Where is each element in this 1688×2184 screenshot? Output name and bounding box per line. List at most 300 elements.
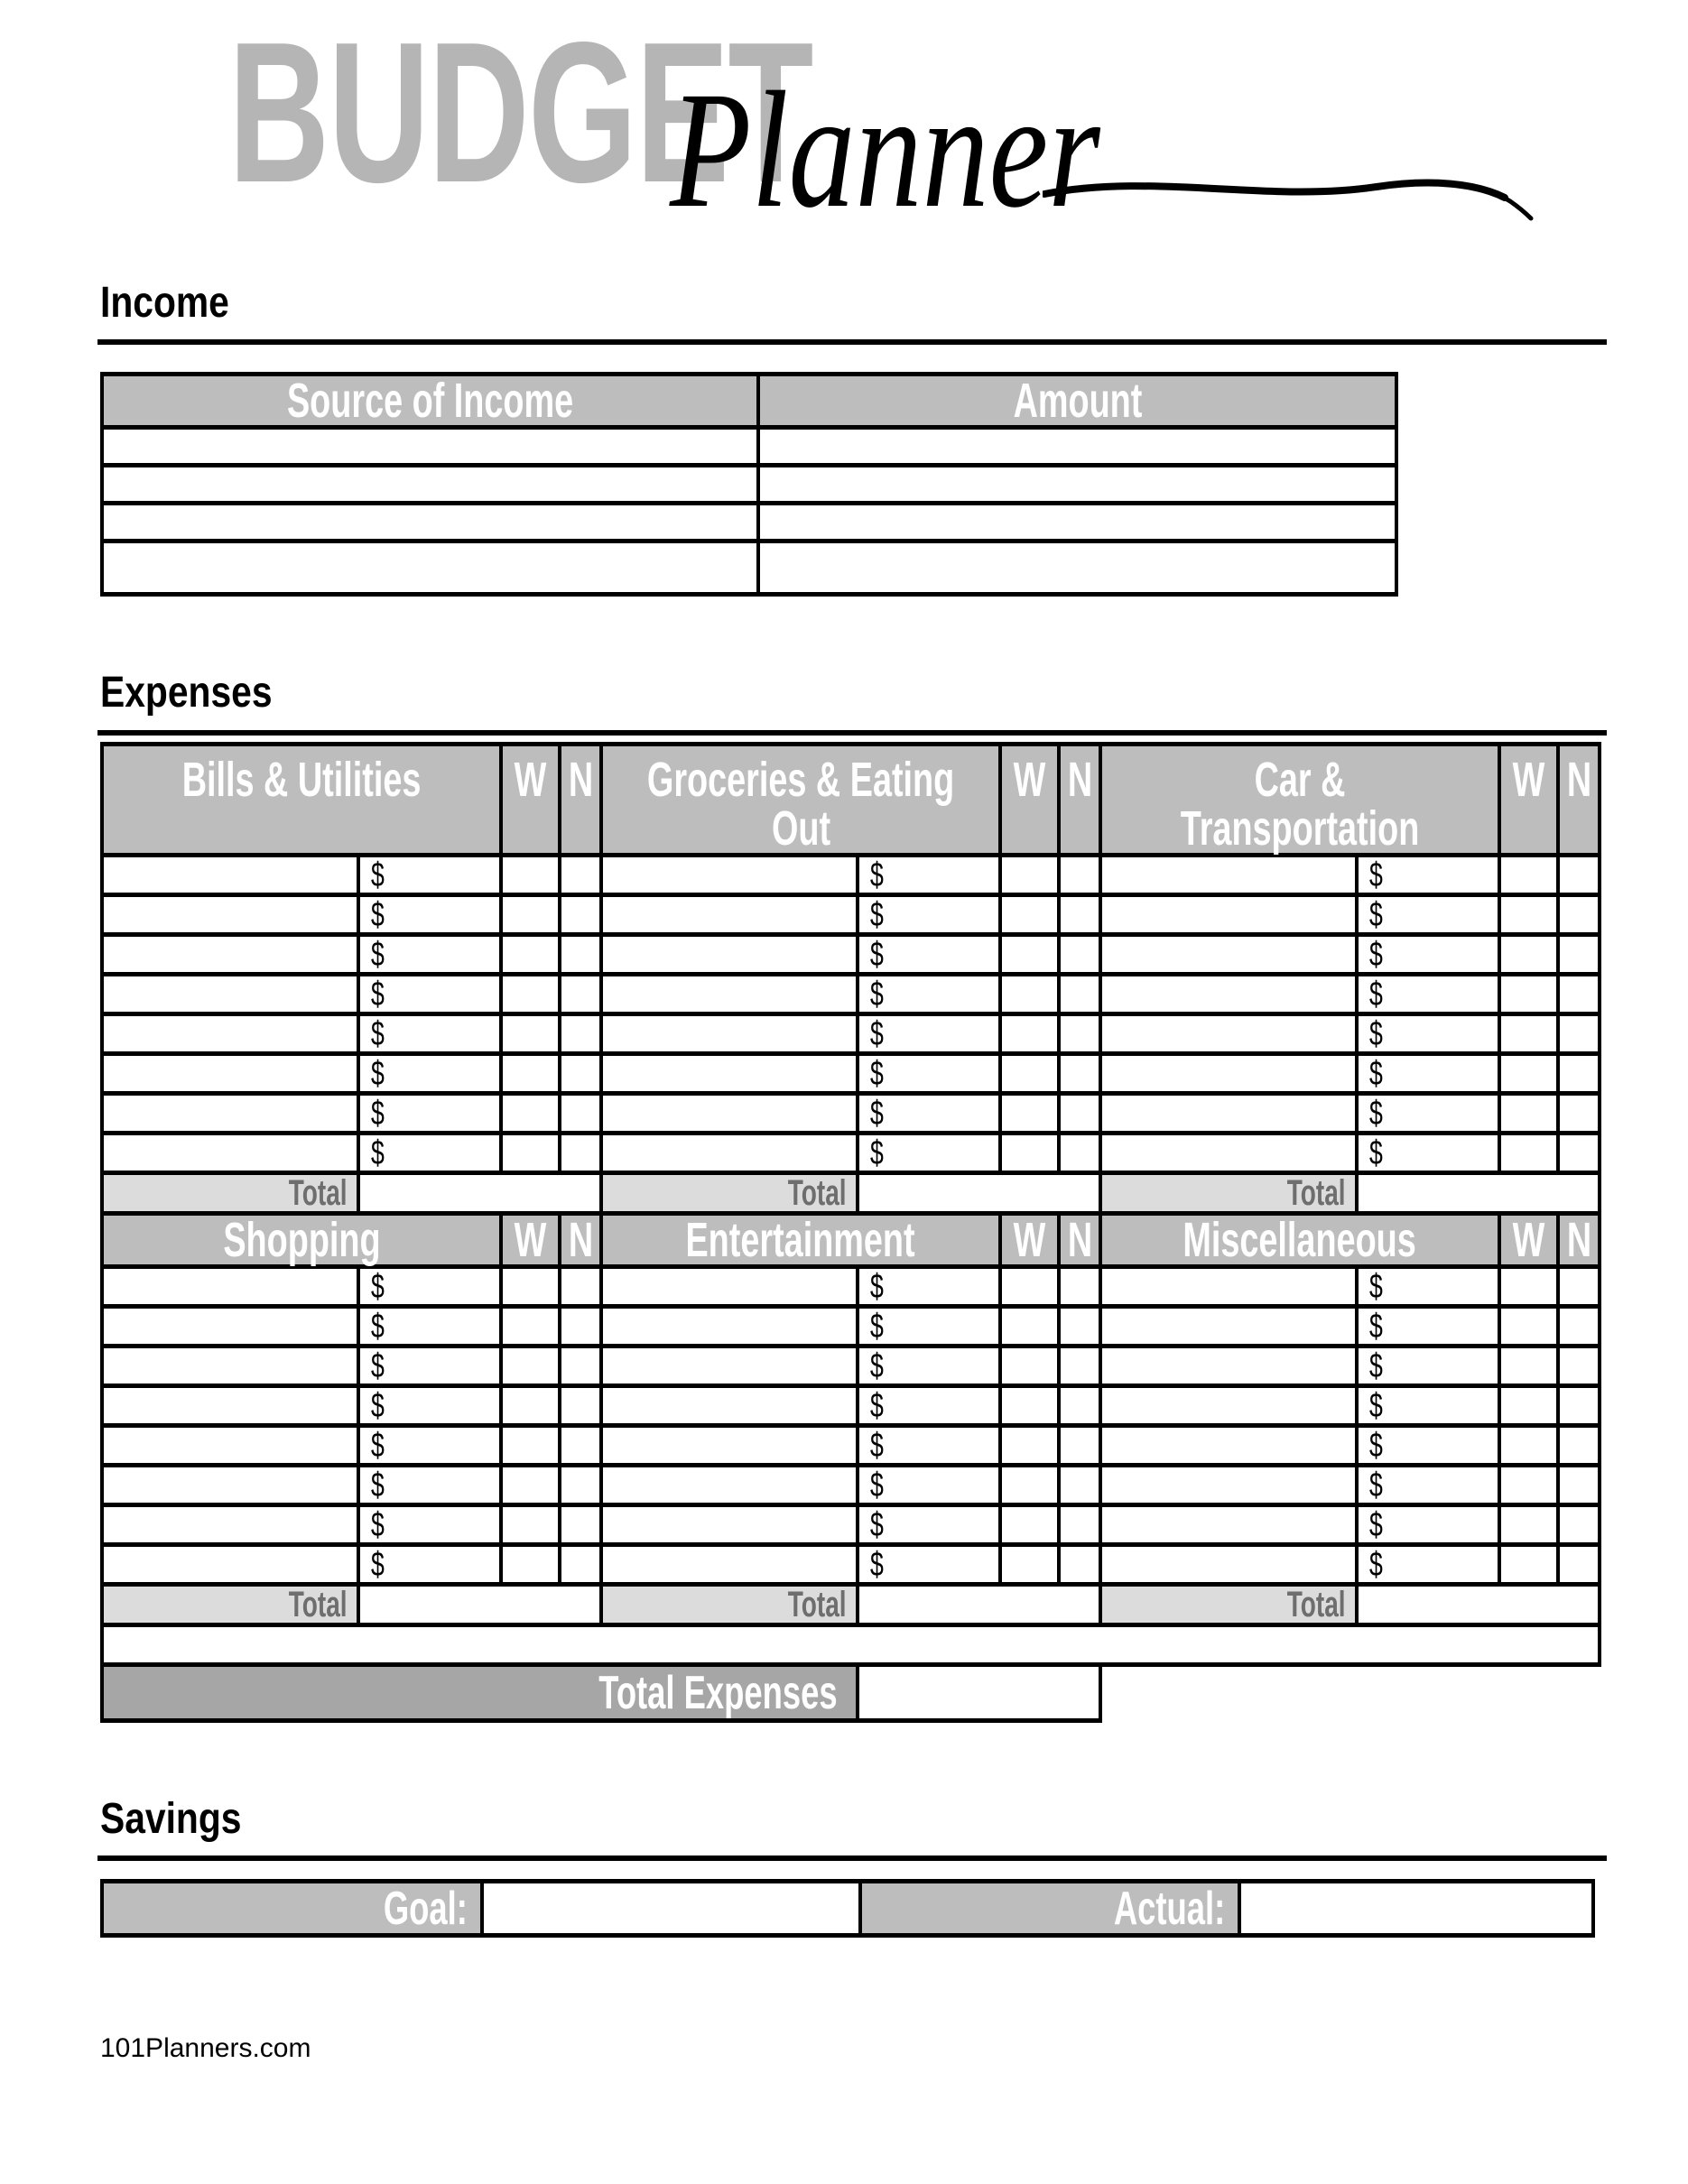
need-mark-cell — [1558, 1094, 1600, 1134]
savings-section-heading: Savings — [100, 1795, 242, 1843]
expense-row — [102, 1014, 1600, 1054]
need-mark-cell — [1059, 1134, 1100, 1173]
category-header-text: Out — [771, 801, 830, 856]
expense-amount-cell — [358, 1346, 501, 1386]
currency-symbol: $ — [1369, 1545, 1383, 1584]
currency-symbol: $ — [1369, 1426, 1383, 1465]
want-mark-cell — [1499, 1054, 1558, 1094]
currency-symbol: $ — [1369, 1134, 1383, 1172]
currency-symbol: $ — [870, 1134, 884, 1172]
currency-symbol: $ — [870, 1307, 884, 1346]
expense-name-cell — [1100, 1267, 1357, 1307]
want-mark-cell — [1000, 895, 1059, 935]
expense-name-cell — [601, 975, 858, 1014]
currency-symbol: $ — [1369, 1346, 1383, 1385]
category-header-cell — [601, 1214, 1000, 1267]
need-mark-cell — [1059, 1466, 1100, 1505]
expense-amount-cell — [858, 1094, 1000, 1134]
category-header-cell — [601, 745, 1000, 856]
expense-name-cell — [102, 1505, 358, 1545]
need-mark-cell — [560, 1545, 601, 1585]
want-mark-cell — [501, 1386, 560, 1426]
savings-divider-rule — [97, 1855, 1607, 1861]
savings-row — [102, 1882, 1593, 1936]
currency-symbol: $ — [870, 856, 884, 894]
subtotal-value-cell — [858, 1173, 1100, 1214]
expense-name-cell — [102, 1014, 358, 1054]
need-column-header: N — [1059, 745, 1100, 856]
need-mark-cell — [1059, 1267, 1100, 1307]
savings-goal-value-cell — [482, 1882, 860, 1936]
savings-table — [100, 1879, 1595, 1938]
currency-symbol: $ — [1369, 1386, 1383, 1425]
need-mark-cell — [1059, 1014, 1100, 1054]
need-mark-cell — [1059, 1307, 1100, 1346]
expense-name-cell — [102, 1054, 358, 1094]
want-mark-cell — [1499, 1267, 1558, 1307]
subtotal-value-cell — [1357, 1173, 1600, 1214]
need-mark-cell — [560, 856, 601, 895]
want-mark-cell — [1499, 975, 1558, 1014]
income-source-cell — [102, 428, 758, 466]
subtotal-label: Total — [102, 1585, 358, 1625]
expense-name-cell — [601, 1505, 858, 1545]
need-column-header: N — [1558, 1214, 1600, 1267]
expense-amount-cell — [358, 1545, 501, 1585]
category-header-text: Shopping — [222, 1213, 381, 1267]
expense-amount-cell — [858, 1545, 1000, 1585]
subtotal-label: Total — [1100, 1173, 1357, 1214]
income-section-heading: Income — [100, 279, 229, 327]
want-mark-cell — [501, 935, 560, 975]
want-mark-cell — [501, 1426, 560, 1466]
expense-subtotal-row — [102, 1585, 1600, 1625]
income-header-row — [102, 375, 1396, 428]
need-mark-cell — [1558, 895, 1600, 935]
want-mark-cell — [1000, 1545, 1059, 1585]
expense-row — [102, 1134, 1600, 1173]
expense-amount-cell — [1357, 856, 1499, 895]
expense-name-cell — [1100, 1426, 1357, 1466]
category-header-text: Groceries & Eating — [646, 753, 955, 807]
want-mark-cell — [1000, 1346, 1059, 1386]
need-mark-cell — [1558, 1307, 1600, 1346]
currency-symbol: $ — [870, 1466, 884, 1504]
expense-amount-cell — [358, 856, 501, 895]
category-header-text: Miscellaneous — [1183, 1213, 1417, 1267]
expense-amount-cell — [1357, 1014, 1499, 1054]
currency-symbol: $ — [870, 975, 884, 1013]
need-column-header: N — [560, 745, 601, 856]
subtotal-label: Total — [102, 1173, 358, 1214]
expenses-spacer-cell — [102, 1625, 1600, 1665]
want-mark-cell — [1000, 1134, 1059, 1173]
expense-amount-cell — [1357, 1267, 1499, 1307]
currency-symbol: $ — [1369, 975, 1383, 1013]
expense-name-cell — [1100, 1346, 1357, 1386]
expense-amount-cell — [1357, 1346, 1499, 1386]
expense-name-cell — [1100, 1505, 1357, 1545]
subtotal-label: Total — [601, 1173, 858, 1214]
expense-name-cell — [102, 1466, 358, 1505]
expense-amount-cell — [858, 895, 1000, 935]
want-mark-cell — [1499, 1094, 1558, 1134]
need-mark-cell — [1059, 1545, 1100, 1585]
need-mark-cell — [1558, 1014, 1600, 1054]
want-mark-cell — [501, 975, 560, 1014]
currency-symbol: $ — [870, 895, 884, 934]
expense-amount-cell — [358, 975, 501, 1014]
expense-amount-cell — [858, 1466, 1000, 1505]
expense-name-cell — [1100, 1134, 1357, 1173]
expense-row — [102, 935, 1600, 975]
need-mark-cell — [1059, 895, 1100, 935]
expense-amount-cell — [858, 856, 1000, 895]
need-mark-cell — [1558, 1545, 1600, 1585]
expense-row — [102, 1267, 1600, 1307]
expense-name-cell — [601, 1426, 858, 1466]
currency-symbol: $ — [1369, 1307, 1383, 1346]
expense-amount-cell — [858, 1134, 1000, 1173]
want-mark-cell — [1000, 1094, 1059, 1134]
expense-amount-cell — [858, 1307, 1000, 1346]
currency-symbol: $ — [371, 1386, 385, 1425]
total-expenses-row — [102, 1665, 1600, 1721]
want-column-header: W — [1499, 1214, 1558, 1267]
expense-amount-cell — [358, 935, 501, 975]
currency-symbol: $ — [371, 935, 385, 974]
want-column-header: W — [1499, 745, 1558, 856]
expense-name-cell — [601, 1386, 858, 1426]
subtotal-value-cell — [1357, 1585, 1600, 1625]
currency-symbol: $ — [371, 1014, 385, 1053]
want-column-header: W — [1000, 745, 1059, 856]
expense-row — [102, 856, 1600, 895]
want-mark-cell — [1000, 1386, 1059, 1426]
expense-row — [102, 1094, 1600, 1134]
expense-amount-cell — [858, 1267, 1000, 1307]
need-mark-cell — [560, 1505, 601, 1545]
expense-amount-cell — [358, 1307, 501, 1346]
need-mark-cell — [1059, 856, 1100, 895]
currency-symbol: $ — [371, 895, 385, 934]
need-mark-cell — [560, 1014, 601, 1054]
want-mark-cell — [1000, 1014, 1059, 1054]
currency-symbol: $ — [870, 1346, 884, 1385]
want-mark-cell — [1499, 1545, 1558, 1585]
currency-symbol: $ — [371, 1466, 385, 1504]
expense-amount-cell — [1357, 1545, 1499, 1585]
need-mark-cell — [1059, 935, 1100, 975]
currency-symbol: $ — [870, 1426, 884, 1465]
want-mark-cell — [501, 1014, 560, 1054]
want-mark-cell — [1499, 1426, 1558, 1466]
expense-name-cell — [102, 1386, 358, 1426]
currency-symbol: $ — [371, 1545, 385, 1584]
currency-symbol: $ — [371, 1134, 385, 1172]
income-source-header: Source of Income — [102, 375, 758, 428]
want-mark-cell — [1000, 1505, 1059, 1545]
want-column-header: W — [501, 745, 560, 856]
want-mark-cell — [501, 856, 560, 895]
expense-name-cell — [1100, 1386, 1357, 1426]
need-mark-cell — [1059, 975, 1100, 1014]
income-amount-cell — [758, 504, 1396, 541]
expense-name-cell — [102, 1134, 358, 1173]
category-header-text: Transportation — [1180, 801, 1420, 856]
income-source-cell — [102, 504, 758, 541]
expense-amount-cell — [1357, 1466, 1499, 1505]
need-mark-cell — [1558, 1466, 1600, 1505]
need-column-header: N — [1059, 1214, 1100, 1267]
expense-row — [102, 1386, 1600, 1426]
currency-symbol: $ — [1369, 1054, 1383, 1093]
currency-symbol: $ — [1369, 1267, 1383, 1306]
currency-symbol: $ — [870, 1545, 884, 1584]
income-table — [100, 372, 1398, 597]
need-mark-cell — [1059, 1094, 1100, 1134]
expense-name-cell — [102, 895, 358, 935]
need-mark-cell — [1558, 1134, 1600, 1173]
expense-amount-cell — [858, 1426, 1000, 1466]
expense-amount-cell — [358, 1094, 501, 1134]
expense-name-cell — [601, 935, 858, 975]
want-mark-cell — [501, 1307, 560, 1346]
want-mark-cell — [1499, 1014, 1558, 1054]
expense-amount-cell — [1357, 1134, 1499, 1173]
currency-symbol: $ — [371, 1307, 385, 1346]
expense-name-cell — [1100, 895, 1357, 935]
need-mark-cell — [1059, 1426, 1100, 1466]
currency-symbol: $ — [371, 1267, 385, 1306]
want-mark-cell — [1000, 1267, 1059, 1307]
expense-name-cell — [601, 1307, 858, 1346]
currency-symbol: $ — [1369, 1466, 1383, 1504]
expense-amount-cell — [858, 975, 1000, 1014]
want-column-header: W — [1000, 1214, 1059, 1267]
expense-name-cell — [102, 1346, 358, 1386]
expenses-section-heading: Expenses — [100, 669, 273, 717]
want-mark-cell — [1499, 1307, 1558, 1346]
want-mark-cell — [1499, 856, 1558, 895]
need-mark-cell — [1059, 1346, 1100, 1386]
expense-name-cell — [1100, 1307, 1357, 1346]
total-expenses-filler — [1100, 1665, 1600, 1721]
expense-name-cell — [102, 1545, 358, 1585]
savings-goal-label: Goal: — [102, 1882, 482, 1936]
expense-row — [102, 1346, 1600, 1386]
expense-name-cell — [601, 895, 858, 935]
expense-name-cell — [102, 1307, 358, 1346]
currency-symbol: $ — [1369, 1094, 1383, 1133]
expense-amount-cell — [358, 1505, 501, 1545]
currency-symbol: $ — [371, 1054, 385, 1093]
category-header-text: Bills & Utilities — [181, 753, 422, 807]
category-header-text: Entertainment — [685, 1213, 916, 1267]
need-mark-cell — [560, 1134, 601, 1173]
income-row — [102, 428, 1396, 466]
currency-symbol: $ — [1369, 935, 1383, 974]
need-mark-cell — [1558, 935, 1600, 975]
expense-amount-cell — [1357, 1094, 1499, 1134]
total-expenses-value-cell — [858, 1665, 1100, 1721]
expense-name-cell — [102, 935, 358, 975]
need-mark-cell — [560, 895, 601, 935]
income-total-row — [102, 541, 1396, 595]
want-mark-cell — [501, 895, 560, 935]
need-mark-cell — [1558, 1426, 1600, 1466]
category-header-cell — [102, 1214, 501, 1267]
want-mark-cell — [1000, 1426, 1059, 1466]
expense-amount-cell — [858, 1505, 1000, 1545]
currency-symbol: $ — [371, 1094, 385, 1133]
total-expenses-label: Total Expenses — [102, 1665, 858, 1721]
expense-name-cell — [1100, 1545, 1357, 1585]
currency-symbol: $ — [870, 1386, 884, 1425]
expense-amount-cell — [1357, 895, 1499, 935]
expense-amount-cell — [358, 1426, 501, 1466]
want-mark-cell — [501, 1267, 560, 1307]
title-budget-text: BUDGET — [228, 1, 812, 225]
need-mark-cell — [560, 1466, 601, 1505]
expense-amount-cell — [1357, 975, 1499, 1014]
need-mark-cell — [560, 1307, 601, 1346]
want-mark-cell — [1499, 895, 1558, 935]
expense-amount-cell — [1357, 1426, 1499, 1466]
expense-name-cell — [1100, 856, 1357, 895]
expense-amount-cell — [858, 935, 1000, 975]
currency-symbol: $ — [870, 1267, 884, 1306]
expense-name-cell — [601, 1094, 858, 1134]
expense-name-cell — [1100, 1014, 1357, 1054]
expense-amount-cell — [858, 1386, 1000, 1426]
subtotal-label: Total — [601, 1585, 858, 1625]
subtotal-value-cell — [358, 1585, 601, 1625]
subtotal-value-cell — [858, 1585, 1100, 1625]
want-mark-cell — [1499, 935, 1558, 975]
want-mark-cell — [1000, 1054, 1059, 1094]
need-mark-cell — [1558, 856, 1600, 895]
income-amount-cell — [758, 428, 1396, 466]
category-header-cell — [102, 745, 501, 856]
need-mark-cell — [1558, 1267, 1600, 1307]
need-mark-cell — [560, 1094, 601, 1134]
currency-symbol: $ — [870, 1505, 884, 1544]
currency-symbol: $ — [870, 1054, 884, 1093]
expense-amount-cell — [358, 1054, 501, 1094]
income-total-value-cell — [758, 541, 1396, 595]
expense-row — [102, 1426, 1600, 1466]
need-column-header: N — [560, 1214, 601, 1267]
income-row — [102, 466, 1396, 504]
expense-name-cell — [601, 1346, 858, 1386]
expense-name-cell — [1100, 1466, 1357, 1505]
expense-amount-cell — [858, 1346, 1000, 1386]
title-planner-word — [670, 58, 1208, 243]
want-mark-cell — [501, 1466, 560, 1505]
expense-row — [102, 1505, 1600, 1545]
expense-name-cell — [102, 1267, 358, 1307]
expense-name-cell — [601, 1054, 858, 1094]
need-mark-cell — [1558, 1346, 1600, 1386]
expenses-spacer-row — [102, 1625, 1600, 1665]
want-mark-cell — [1000, 856, 1059, 895]
category-header-cell — [1100, 1214, 1499, 1267]
want-mark-cell — [1499, 1346, 1558, 1386]
expense-amount-cell — [858, 1054, 1000, 1094]
expense-row — [102, 1545, 1600, 1585]
expense-row — [102, 1307, 1600, 1346]
category-header-text: Car & — [1254, 753, 1346, 807]
expense-name-cell — [601, 1466, 858, 1505]
want-mark-cell — [501, 1134, 560, 1173]
expense-row — [102, 1466, 1600, 1505]
income-row — [102, 504, 1396, 541]
expense-row — [102, 975, 1600, 1014]
currency-symbol: $ — [1369, 1014, 1383, 1053]
expense-row — [102, 895, 1600, 935]
currency-symbol: $ — [371, 856, 385, 894]
expense-amount-cell — [358, 1134, 501, 1173]
expense-amount-cell — [1357, 935, 1499, 975]
want-mark-cell — [501, 1346, 560, 1386]
expense-name-cell — [102, 975, 358, 1014]
expense-amount-cell — [358, 895, 501, 935]
currency-symbol: $ — [371, 1505, 385, 1544]
want-mark-cell — [1000, 975, 1059, 1014]
want-mark-cell — [1499, 1466, 1558, 1505]
expense-amount-cell — [358, 1386, 501, 1426]
expense-amount-cell — [1357, 1505, 1499, 1545]
currency-symbol: $ — [870, 935, 884, 974]
want-mark-cell — [501, 1505, 560, 1545]
currency-symbol: $ — [371, 975, 385, 1013]
need-mark-cell — [1558, 1054, 1600, 1094]
expense-amount-cell — [1357, 1054, 1499, 1094]
savings-actual-label: Actual: — [860, 1882, 1239, 1936]
need-mark-cell — [560, 1054, 601, 1094]
expense-subtotal-row — [102, 1173, 1600, 1214]
want-column-header: W — [501, 1214, 560, 1267]
want-mark-cell — [1499, 1386, 1558, 1426]
currency-symbol: $ — [1369, 856, 1383, 894]
want-mark-cell — [1000, 935, 1059, 975]
want-mark-cell — [1000, 1307, 1059, 1346]
need-mark-cell — [560, 935, 601, 975]
expenses-table — [100, 742, 1601, 1723]
expense-amount-cell — [358, 1466, 501, 1505]
currency-symbol: $ — [1369, 1505, 1383, 1544]
expense-amount-cell — [1357, 1386, 1499, 1426]
expense-name-cell — [1100, 1094, 1357, 1134]
expense-group-header-row — [102, 745, 1600, 856]
need-mark-cell — [1558, 975, 1600, 1014]
want-mark-cell — [1000, 1466, 1059, 1505]
income-total-label: Total — [102, 541, 758, 595]
currency-symbol: $ — [371, 1426, 385, 1465]
income-source-cell — [102, 466, 758, 504]
currency-symbol: $ — [870, 1014, 884, 1053]
subtotal-label: Total — [1100, 1585, 1357, 1625]
need-mark-cell — [1059, 1386, 1100, 1426]
need-mark-cell — [1558, 1505, 1600, 1545]
need-mark-cell — [1059, 1054, 1100, 1094]
expense-name-cell — [601, 1014, 858, 1054]
want-mark-cell — [1499, 1505, 1558, 1545]
need-column-header: N — [1558, 745, 1600, 856]
want-mark-cell — [1499, 1134, 1558, 1173]
subtotal-value-cell — [358, 1173, 601, 1214]
